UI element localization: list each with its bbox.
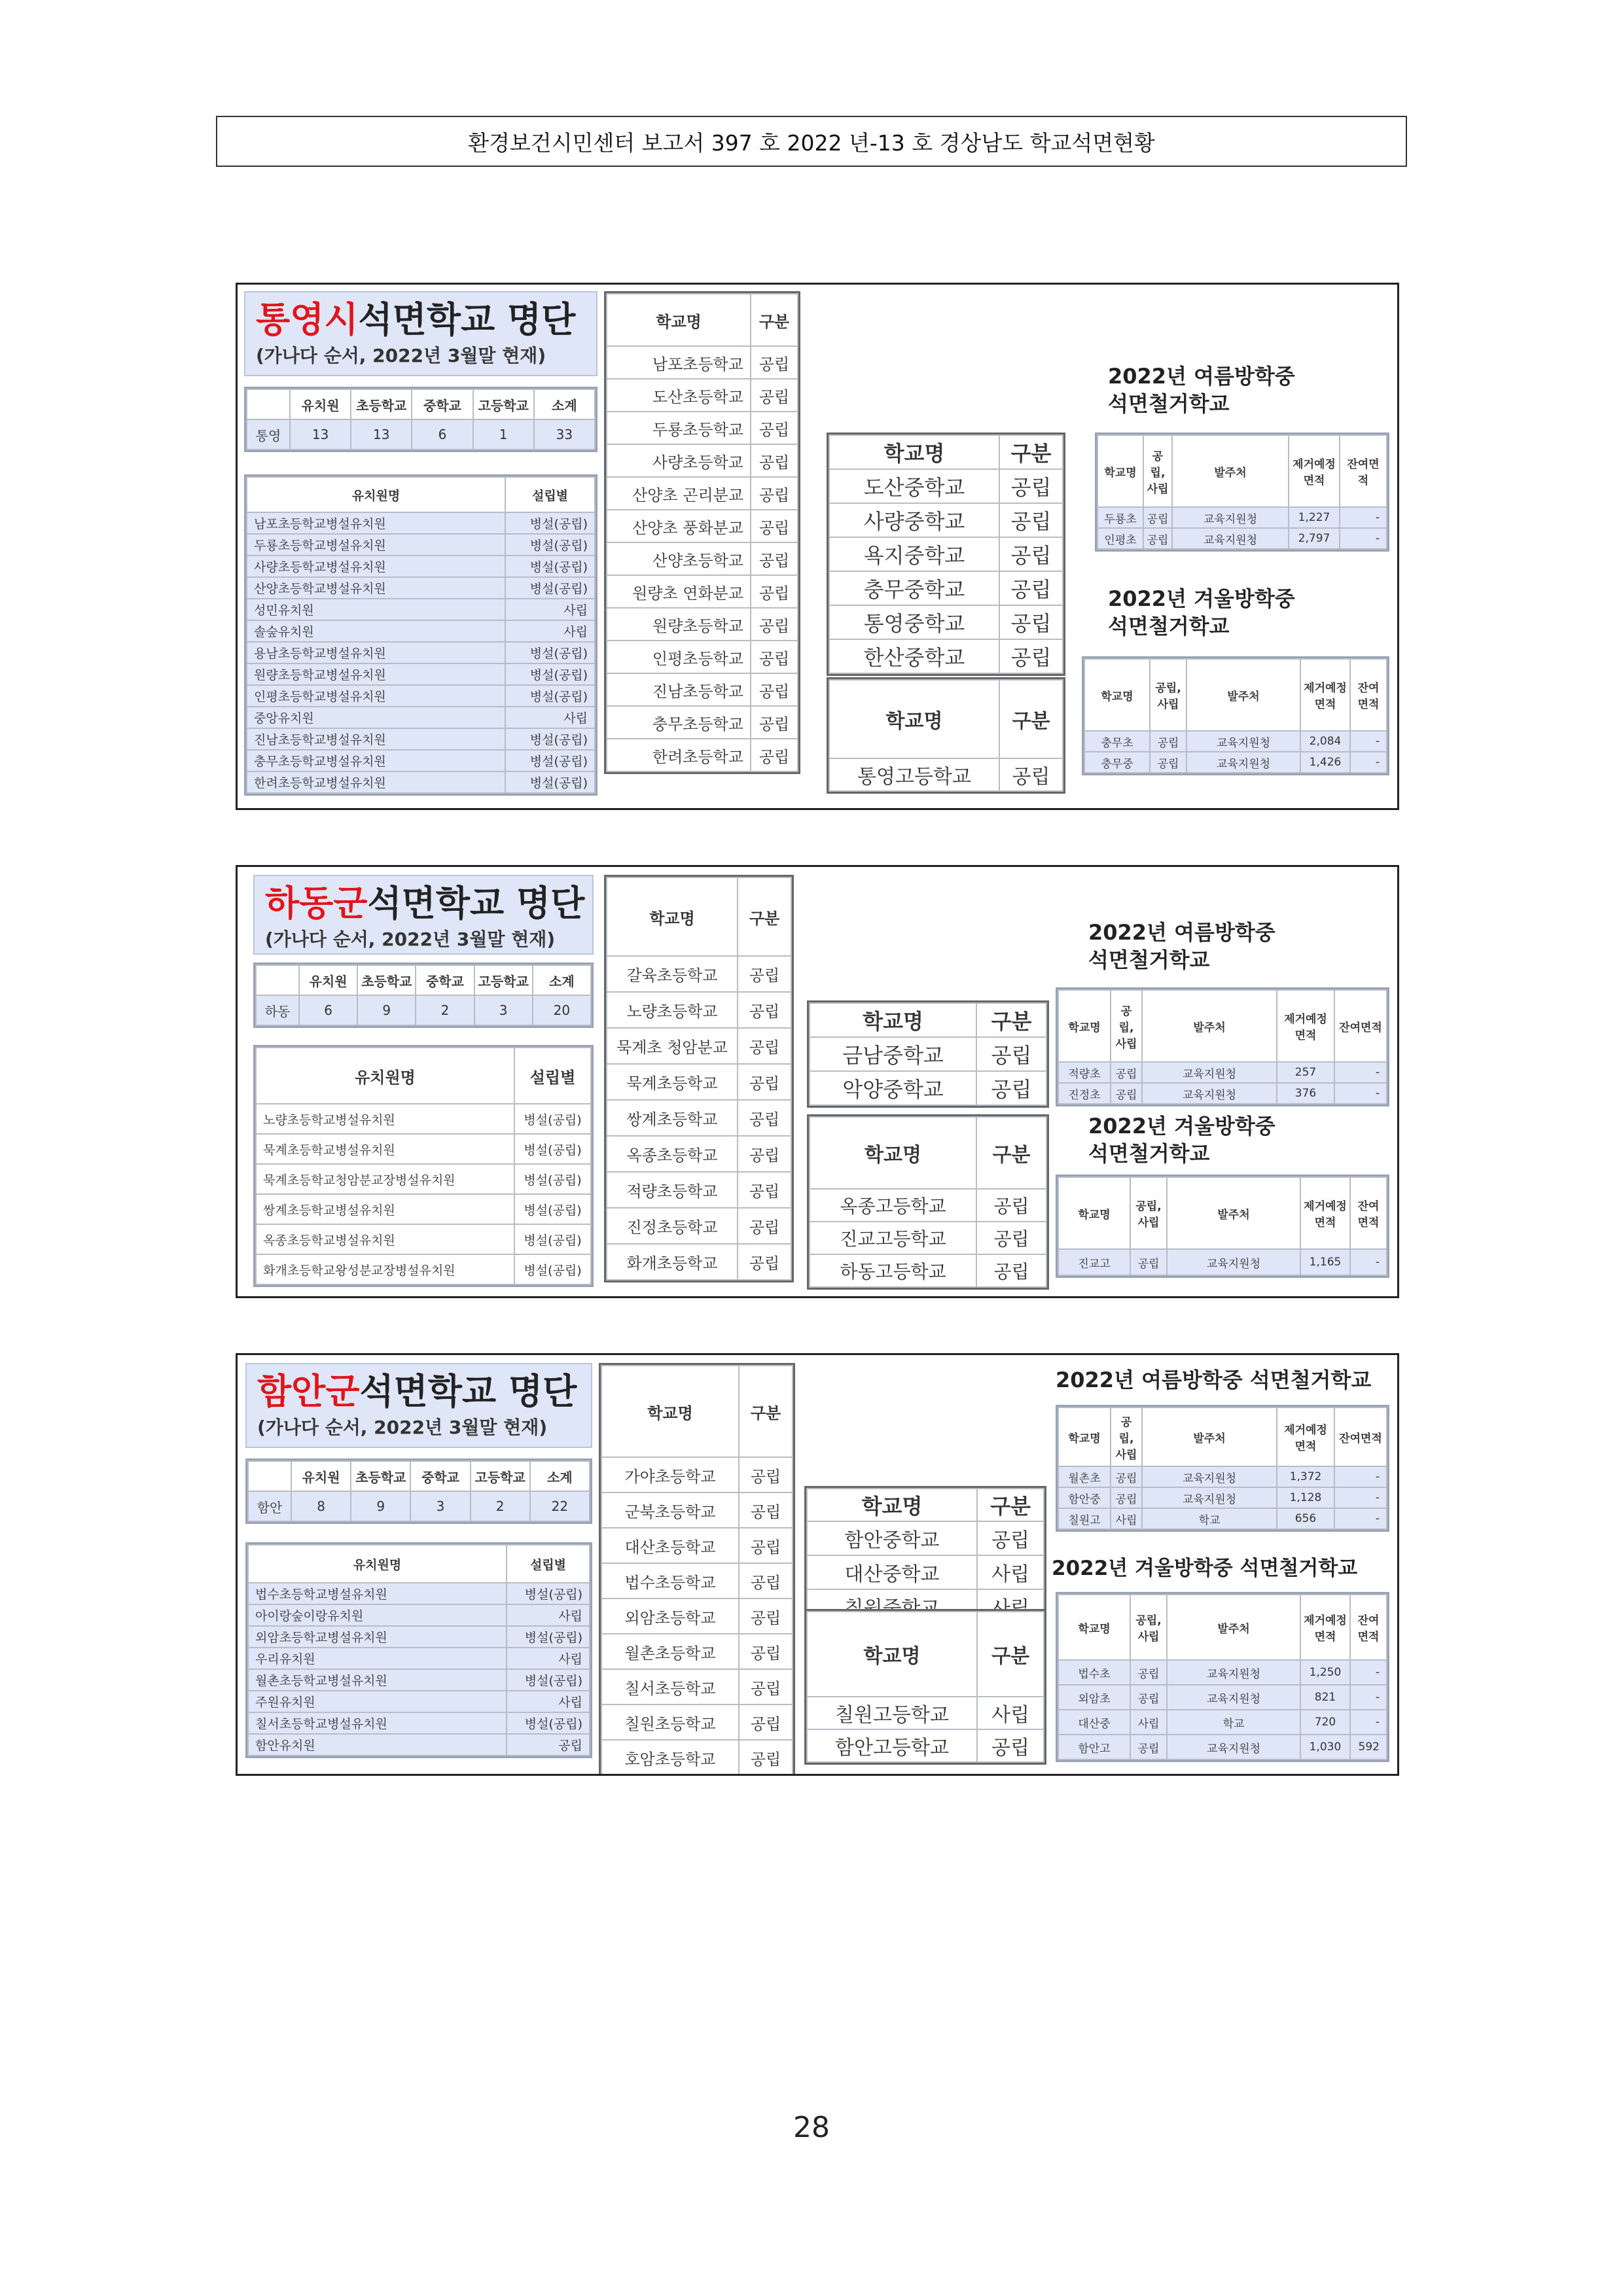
table-row: 적량초 공립 교육지원청 257 -: [1058, 1062, 1387, 1083]
table-row: 함안유치원 공립: [248, 1734, 590, 1756]
high-table: 학교명 구분 통영고등학교 공립: [827, 677, 1065, 794]
winter-removal-table: 학교명 공립,사립 발주처 제거예정면적 잔여면적 진교고 공립 교육지원청 1,165 -: [1056, 1174, 1389, 1278]
page-number: 28: [793, 2111, 830, 2144]
table-row: 남포초등학교 공립: [607, 346, 798, 379]
table-row: 한려초등학교병설유치원 병설(공립): [247, 771, 595, 793]
subtitle: (가나다 순서, 2022년 3월말 현재): [257, 1417, 548, 1439]
panel-tongyeong: [236, 283, 1399, 810]
summer-removal-table: 학교명 공립,사립 발주처 제거예정면적 잔여면적 적량초 공립 교육지원청 257 - 진정초 공립 교육지원청 376 -: [1056, 987, 1389, 1106]
winter-caption: 2022년 겨울방학중 석면철거학교: [1108, 586, 1295, 639]
table-row: 함안중 공립 교육지원청 1,128 -: [1058, 1487, 1387, 1508]
winter-caption: 2022년 겨울방학중 석면철거학교: [1052, 1557, 1358, 1580]
table-row: 산양초 곤리분교 공립: [607, 477, 798, 510]
table-row: 주원유치원 사립: [248, 1691, 590, 1712]
table-row: 칠원고 사립 학교 656 -: [1058, 1508, 1387, 1529]
table-row: 욕지중학교 공립: [829, 537, 1063, 571]
table-row: 갈육초등학교 공립: [607, 956, 791, 992]
summer-caption: 2022년 여름방학중 석면철거학교: [1088, 920, 1275, 972]
table-row: 함안 8 9 3 2 22: [248, 1491, 590, 1521]
table-row: 하동고등학교 공립: [810, 1254, 1046, 1287]
winter-removal-table: 학교명 공립,사립 발주처 제거예정면적 잔여면적 법수초 공립 교육지원청 1,250 - 외암초 공립 교육지원청 821 - 대산중 사립 학교 720 - 함안고 공립 교육지원청 1,030 592: [1056, 1592, 1389, 1762]
table-row: 인평초등학교병설유치원 병설(공립): [247, 685, 595, 707]
table-row: 군북초등학교 공립: [601, 1492, 793, 1528]
table-row: 옥종초등학교병설유치원 병설(공립): [256, 1224, 591, 1254]
table-row: 가야초등학교 공립: [601, 1457, 793, 1492]
table-row: 칠서초등학교병설유치원 병설(공립): [248, 1712, 590, 1734]
table-row: 쌍계초등학교병설유치원 병설(공립): [256, 1194, 591, 1224]
counts-table: 유치원 초등학교 중학교 고등학교 소계 함안 8 9 3 2 22: [245, 1458, 592, 1524]
table-row: 통영중학교 공립: [829, 605, 1063, 639]
summer-removal-table: 학교명 공립,사립 발주처 제거예정면적 잔여면적 월촌초 공립 교육지원청 1,372 - 함안중 공립 교육지원청 1,128 - 칠원고 사립 학교 656 -: [1056, 1405, 1389, 1532]
middle-table: 학교명 구분 금남중학교 공립 악양중학교 공립: [807, 1000, 1049, 1108]
kindergarten-table: 유치원명 설립별 노량초등학교병설유치원 병설(공립) 묵계초등학교병설유치원 병설(공립) 묵계초등학교청암분교장병설유치원 병설(공립) 쌍계초등학교병설유치원 병설(공립) 옥종초등학교병설유치원 병설(공립) 화개초등학교왕성분교장병설유치원 병설(공립): [253, 1045, 594, 1287]
kindergarten-table: 유치원명 설립별 남포초등학교병설유치원 병설(공립) 두룡초등학교병설유치원 병설(공립) 사량초등학교병설유치원 병설(공립) 산양초등학교병설유치원 병설(공립) 성민유치원 사립 솔숲유치원 사립 용남초등학교병설유치원 병설(공립) 원량초등학교병설유치원 병설(공립) 인평초등학교병설유치원 병설(공립) 중앙유치원 사립 진남초등학교병설유치원 병설(공립) 충무초등학교병설유치원 병설(공립) 한려초등학교병설유치원 병설(공립): [244, 474, 597, 796]
table-row: 산양초등학교 공립: [607, 542, 798, 575]
table-row: 악양중학교 공립: [810, 1071, 1046, 1105]
table-row: 함안중학교 공립: [807, 1521, 1044, 1555]
table-row: 대산중 사립 학교 720 -: [1058, 1710, 1387, 1735]
table-row: 옥종고등학교 공립: [810, 1189, 1046, 1222]
table-row: 사량중학교 공립: [829, 503, 1063, 537]
table-row: 화개초등학교왕성분교장병설유치원 병설(공립): [256, 1254, 591, 1284]
page-title: 통영시석면학교 명단: [256, 299, 576, 340]
table-row: 진남초등학교병설유치원 병설(공립): [247, 728, 595, 750]
table-row: 두룡초 공립 교육지원청 1,227 -: [1097, 507, 1387, 528]
table-row: 충무중학교 공립: [829, 571, 1063, 605]
elementary-table: 학교명 구분 갈육초등학교 공립 노량초등학교 공립 묵계초 청암분교 공립 묵계초등학교 공립 쌍계초등학교 공립 옥종초등학교 공립 적량초등학교 공립 진정초등학교 공립 화개초등학교 공립: [604, 875, 794, 1282]
table-row: 월촌초 공립 교육지원청 1,372 -: [1058, 1466, 1387, 1487]
table-row: 통영고등학교 공립: [829, 758, 1063, 791]
table-row: 산양초 풍화분교 공립: [607, 510, 798, 542]
panel-hadong: [236, 865, 1399, 1298]
table-row: 성민유치원 사립: [247, 599, 595, 620]
table-row: 도산초등학교 공립: [607, 379, 798, 412]
table-row: 우리유치원 사립: [248, 1648, 590, 1669]
table-row: 노량초등학교 공립: [607, 992, 791, 1028]
report-header: 환경보건시민센터 보고서 397 호 2022 년-13 호 경상남도 학교석면현황: [216, 116, 1407, 167]
table-row: 묵계초등학교청암분교장병설유치원 병설(공립): [256, 1164, 591, 1194]
table-row: 함안고등학교 공립: [807, 1729, 1044, 1762]
table-row: 충무초등학교병설유치원 병설(공립): [247, 750, 595, 771]
table-row: 외암초 공립 교육지원청 821 -: [1058, 1685, 1387, 1710]
table-row: 솔숲유치원 사립: [247, 620, 595, 642]
table-row: 한려초등학교 공립: [607, 739, 798, 771]
table-row: 법수초 공립 교육지원청 1,250 -: [1058, 1660, 1387, 1685]
table-row: 충무초등학교 공립: [607, 706, 798, 739]
table-row: 통영 13 13 6 1 33: [247, 419, 595, 450]
table-row: 외암초등학교병설유치원 병설(공립): [248, 1626, 590, 1648]
table-row: 화개초등학교 공립: [607, 1244, 791, 1280]
table-row: 칠원초등학교 공립: [601, 1704, 793, 1740]
title-box: [245, 1363, 592, 1448]
table-row: 쌍계초등학교 공립: [607, 1100, 791, 1136]
high-table: 학교명 구분 칠원고등학교 사립 함안고등학교 공립: [804, 1609, 1046, 1765]
elementary-table: 학교명 구분 남포초등학교 공립 도산초등학교 공립 두룡초등학교 공립 사량초등학교 공립 산양초 곤리분교 공립 산양초 풍화분교 공립 산양초등학교 공립 원량초 연화분교 공립 원량초등학교 공립 인평초등학교 공립 진남초등학교 공립 충무초등학교 공립 한려초등학교 공립: [604, 291, 800, 774]
page-title: 함안군석면학교 명단: [257, 1371, 577, 1412]
table-row: 묵계초 청암분교 공립: [607, 1028, 791, 1064]
table-row: 진정초 공립 교육지원청 376 -: [1058, 1083, 1387, 1104]
table-row: 호암초등학교 공립: [601, 1740, 793, 1775]
table-row: 진교고등학교 공립: [810, 1222, 1046, 1254]
summer-removal-table: 학교명 공립,사립 발주처 제거예정면적 잔여면적 두룡초 공립 교육지원청 1,227 - 인평초 공립 교육지원청 2,797 -: [1095, 433, 1389, 552]
table-row: 두룡초등학교 공립: [607, 412, 798, 444]
table-row: 진정초등학교 공립: [607, 1208, 791, 1244]
table-row: 진교고 공립 교육지원청 1,165 -: [1058, 1249, 1387, 1275]
table-row: 적량초등학교 공립: [607, 1172, 791, 1208]
summer-caption: 2022년 여름방학중 석면철거학교: [1108, 364, 1295, 416]
panel-haman: [236, 1353, 1399, 1776]
table-row: 사량초등학교병설유치원 병설(공립): [247, 556, 595, 577]
table-row: 산양초등학교병설유치원 병설(공립): [247, 577, 595, 599]
table-row: 옥종초등학교 공립: [607, 1136, 791, 1172]
table-row: 원량초 연화분교 공립: [607, 575, 798, 608]
table-row: 하동 6 9 2 3 20: [256, 995, 591, 1025]
table-row: 법수초등학교 공립: [601, 1563, 793, 1598]
title-box: [253, 875, 594, 955]
table-row: 한산중학교 공립: [829, 639, 1063, 673]
table-row: 남포초등학교병설유치원 병설(공립): [247, 512, 595, 534]
table-row: 사량초등학교 공립: [607, 444, 798, 477]
winter-caption: 2022년 겨울방학중 석면철거학교: [1088, 1114, 1275, 1166]
table-row: 금남중학교 공립: [810, 1037, 1046, 1071]
table-row: 월촌초등학교 공립: [601, 1634, 793, 1669]
table-row: 도산중학교 공립: [829, 469, 1063, 503]
middle-table: 학교명 구분 도산중학교 공립 사량중학교 공립 욕지중학교 공립 충무중학교 공립 통영중학교 공립 한산중학교 공립: [827, 433, 1065, 676]
high-table: 학교명 구분 옥종고등학교 공립 진교고등학교 공립 하동고등학교 공립: [807, 1114, 1049, 1290]
counts-table: 유치원 초등학교 중학교 고등학교 소계 통영 13 13 6 1 33: [244, 387, 597, 452]
table-row: 용남초등학교병설유치원 병설(공립): [247, 642, 595, 663]
winter-removal-table: 학교명 공립,사립 발주처 제거예정면적 잔여면적 충무초 공립 교육지원청 2,084 - 충무중 공립 교육지원청 1,426 -: [1082, 656, 1389, 775]
middle-table: 학교명 구분 함안중학교 공립 대산중학교 사립: [804, 1486, 1046, 1626]
table-row: 대산중학교 사립: [807, 1555, 1044, 1589]
table-row: 진남초등학교 공립: [607, 673, 798, 706]
table-row: 대산초등학교 공립: [601, 1528, 793, 1563]
summer-caption: 2022년 여름방학중 석면철거학교: [1056, 1368, 1372, 1392]
page-title: 하동군석면학교 명단: [265, 883, 585, 924]
table-row: 칠원고등학교 사립: [807, 1697, 1044, 1729]
table-row: 원량초등학교병설유치원 병설(공립): [247, 663, 595, 685]
table-row: 아이랑숲이랑유치원 사립: [248, 1604, 590, 1626]
kindergarten-table: 유치원명 설립별 법수초등학교병설유치원 병설(공립) 아이랑숲이랑유치원 사립 외암초등학교병설유치원 병설(공립) 우리유치원 사립 월촌초등학교병설유치원 병설(공립) 주원유치원 사립 칠서초등학교병설유치원 병설(공립) 함안유치원 공립: [245, 1542, 592, 1758]
table-row: 원량초등학교 공립: [607, 608, 798, 641]
table-row: 충무중 공립 교육지원청 1,426 -: [1084, 752, 1387, 773]
table-row: 칠서초등학교 공립: [601, 1669, 793, 1704]
table-row: 중앙유치원 사립: [247, 707, 595, 728]
subtitle: (가나다 순서, 2022년 3월말 현재): [265, 928, 556, 951]
table-row: 묵계초등학교 공립: [607, 1064, 791, 1100]
table-row: 외암초등학교 공립: [601, 1598, 793, 1634]
table-row: 노량초등학교병설유치원 병설(공립): [256, 1104, 591, 1134]
elementary-table: 학교명 구분 가야초등학교 공립 군북초등학교 공립 대산초등학교 공립 법수초등학교 공립 외암초등학교 공립 월촌초등학교 공립 칠서초등학교 공립 칠원초등학교 공립 호암초등학교 공립: [599, 1363, 795, 1776]
table-row: 법수초등학교병설유치원 병설(공립): [248, 1583, 590, 1604]
table-row: 인평초등학교 공립: [607, 641, 798, 673]
table-row: 묵계초등학교병설유치원 병설(공립): [256, 1134, 591, 1164]
table-row: 함안고 공립 교육지원청 1,030 592: [1058, 1735, 1387, 1759]
counts-table: 유치원 초등학교 중학교 고등학교 소계 하동 6 9 2 3 20: [253, 963, 594, 1028]
title-box: [244, 291, 597, 376]
table-row: 월촌초등학교병설유치원 병설(공립): [248, 1669, 590, 1691]
subtitle: (가나다 순서, 2022년 3월말 현재): [256, 345, 546, 367]
table-row: 충무초 공립 교육지원청 2,084 -: [1084, 731, 1387, 752]
table-row: 인평초 공립 교육지원청 2,797 -: [1097, 528, 1387, 549]
table-row: 두룡초등학교병설유치원 병설(공립): [247, 534, 595, 556]
